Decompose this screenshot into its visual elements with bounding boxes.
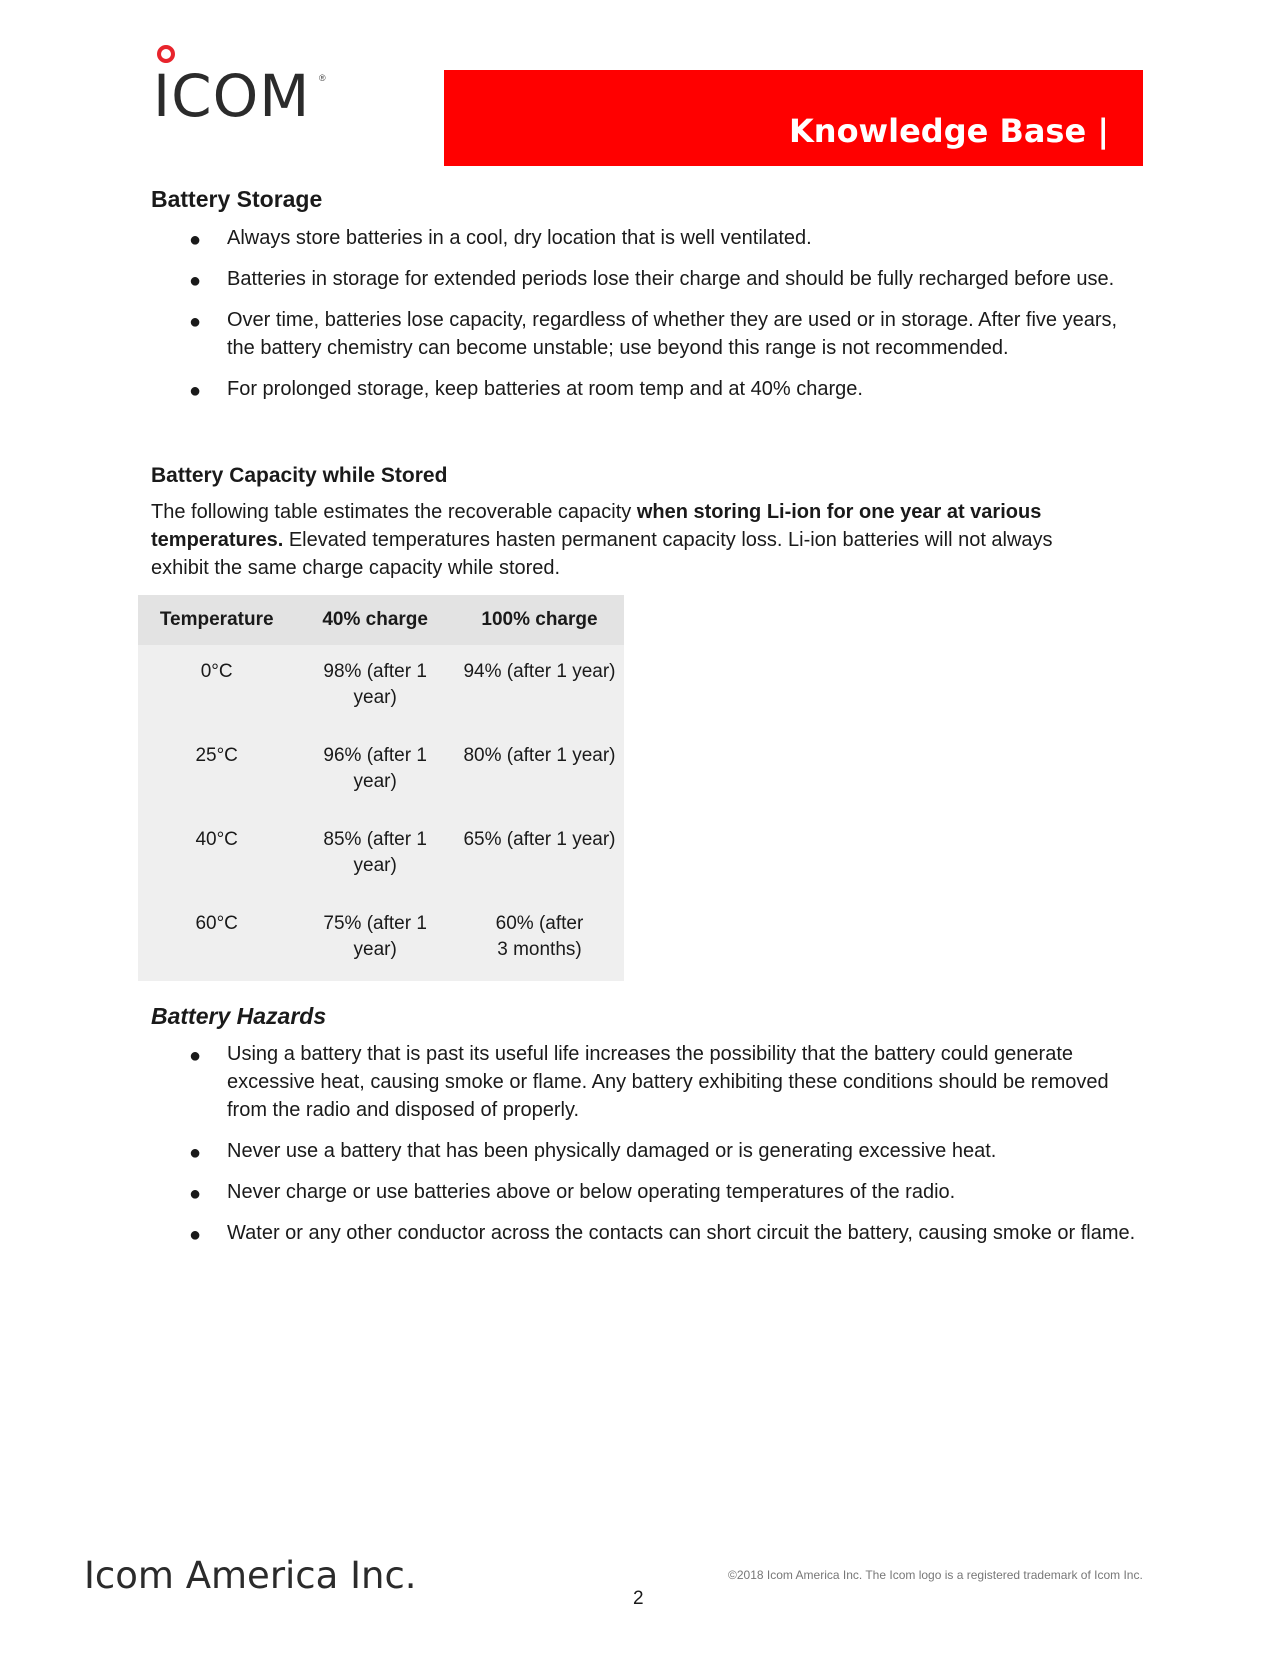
table-cell: 65% (after 1 year) (463, 829, 616, 850)
list-item: ● Over time, batteries lose capacity, regardless of whether they are used or in storage. After five years, the battery chemistry can become unstable; use beyond this range is not recommended. (189, 309, 1118, 359)
logo-registered-mark: ® (319, 73, 326, 83)
bullet-icon: ● (189, 270, 202, 292)
capacity-table (138, 595, 624, 981)
column-header: 100% charge (455, 595, 624, 645)
table-cell: 94% (after 1 year) (463, 661, 616, 682)
section-heading-battery-storage: Battery Storage (151, 186, 323, 212)
storage-bullet-list (151, 224, 1141, 416)
list-item: ● Water or any other conductor across the contacts can short circuit the battery, causing smoke or flame. (151, 1219, 1141, 1247)
icom-logo (153, 45, 327, 135)
table-row (138, 645, 624, 729)
column-header: 40% charge (295, 595, 455, 645)
table-cell: 60% (after 3 months) (495, 913, 584, 960)
table-cell: 98% (after 1 year) (323, 661, 427, 708)
hazards-bullet-list (151, 1040, 1141, 1260)
footer-copyright: ©2018 Icom America Inc. The Icom logo is a registered trademark of Icom Inc. (728, 1568, 1143, 1582)
page-number: 2 (633, 1588, 644, 1609)
bullet-icon: ● (189, 1142, 202, 1164)
list-item: ● Never charge or use batteries above or below operating temperatures of the radio. (151, 1178, 1141, 1206)
header-banner (444, 70, 1143, 166)
column-header: Temperature (138, 595, 295, 645)
footer-company-name: Icom America Inc. (84, 1554, 417, 1597)
bullet-icon: ● (189, 1224, 202, 1246)
bullet-icon: ● (189, 311, 202, 333)
logo-wordmark: ICOM (153, 62, 311, 130)
table-cell: 75% (after 1 year) (323, 913, 427, 960)
bullet-icon: ● (189, 1045, 202, 1067)
list-item: ● Using a battery that is past its useful life increases the possibility that the battery could generate excessive heat, causing smoke or flame. Any battery exhibiting these conditions should be removed from the radio and disposed of properly. (189, 1043, 1109, 1121)
list-item: ● Never use a battery that has been physically damaged or is generating excessive heat. (151, 1137, 1141, 1165)
table-cell: 60°C (195, 913, 238, 934)
section-heading-capacity-stored: Battery Capacity while Stored (151, 464, 448, 487)
bullet-icon: ● (189, 229, 202, 251)
list-item: ● For prolonged storage, keep batteries at room temp and at 40% charge. (151, 375, 1141, 403)
table-cell: 85% (after 1 year) (323, 829, 427, 876)
table-cell: 0°C (200, 661, 233, 682)
table-cell: 25°C (195, 745, 238, 766)
table-row (138, 729, 624, 813)
list-item: ● Batteries in storage for extended periods lose their charge and should be fully recharged before use. (151, 265, 1141, 293)
table-header-row (138, 595, 624, 645)
capacity-intro-paragraph: The following table estimates the recoverable capacity when storing Li-ion for one year at various temperatures. Elevated temperatures hasten permanent capacity loss. Li-ion batteries will not always exhibit the same charge capacity while stored. (151, 501, 1053, 579)
banner-title: Knowledge Base | (788, 112, 1109, 150)
section-heading-battery-hazards: Battery Hazards (151, 1003, 327, 1029)
table-cell: 96% (after 1 year) (323, 745, 427, 792)
table-row (138, 813, 624, 897)
table-cell: 40°C (195, 829, 238, 850)
list-item: ● Always store batteries in a cool, dry location that is well ventilated. (151, 224, 1141, 252)
table-row (138, 897, 624, 981)
logo-ring-icon (157, 45, 175, 63)
bullet-icon: ● (189, 1183, 202, 1205)
bullet-icon: ● (189, 380, 202, 402)
table-cell: 80% (after 1 year) (463, 745, 616, 766)
